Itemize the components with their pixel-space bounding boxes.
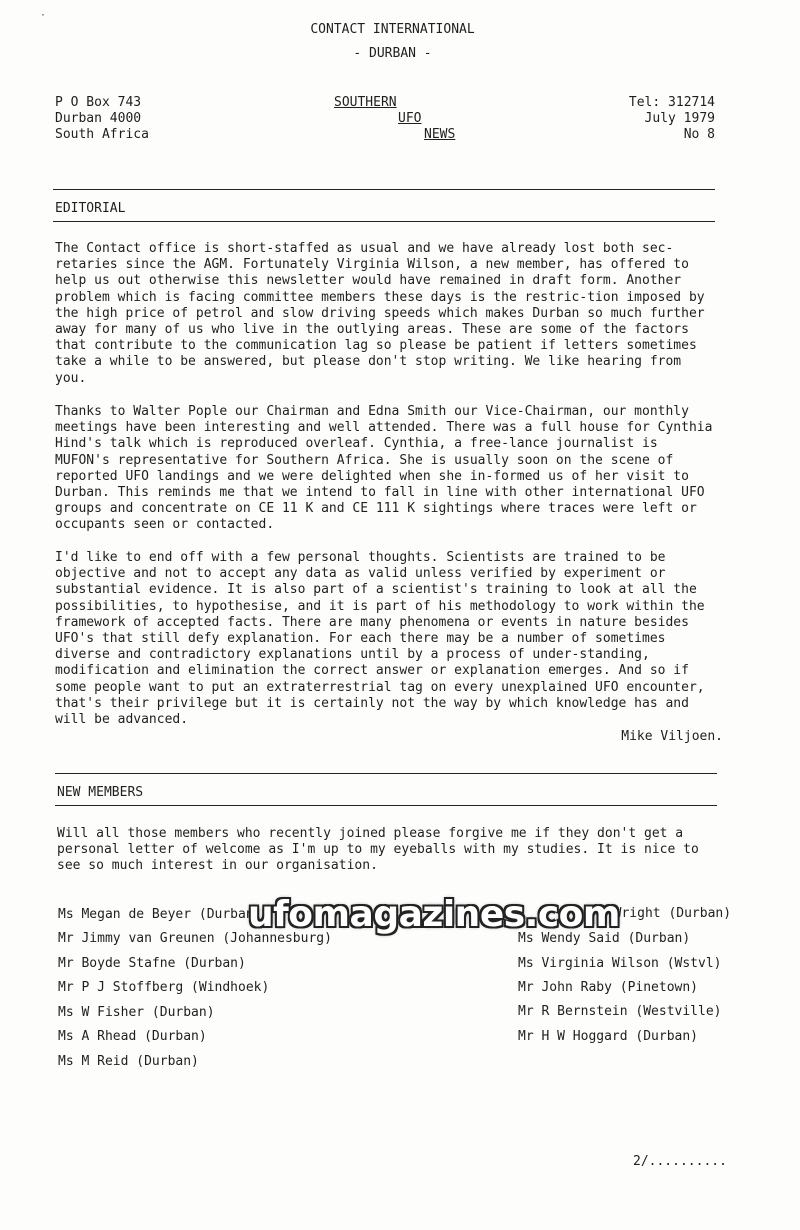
address-line: South Africa bbox=[55, 127, 149, 142]
editorial-paragraph bbox=[55, 241, 715, 387]
paragraph-text: Will all those members who recently joined please forgive me if they don't get a personal letter of welcome as I'm up to my eyeballs with my studies. It is nice to see so much interest in our organisation. bbox=[57, 826, 699, 874]
org-city: - DURBAN - bbox=[353, 46, 432, 61]
member-entry: Ms Megan de Beyer (Durban) bbox=[58, 907, 262, 922]
member-entry: Mr Jimmy van Greunen (Johannesburg) bbox=[58, 931, 332, 946]
masthead-word: UFO bbox=[398, 111, 422, 126]
scan-mark: · bbox=[40, 10, 47, 21]
member-entry: Ms Wendy Said (Durban) bbox=[518, 931, 691, 946]
member-entry: Ms A Rhead (Durban) bbox=[58, 1029, 207, 1044]
editorial-paragraph bbox=[55, 404, 715, 534]
member-entry: Ms Virginia Wilson (Wstvl) bbox=[518, 956, 722, 971]
address-line: Durban 4000 bbox=[55, 111, 142, 126]
editorial-heading: EDITORIAL bbox=[55, 201, 126, 216]
editorial-paragraph bbox=[55, 550, 715, 728]
watermark-logo: ufomagazines.com bbox=[248, 894, 620, 935]
signature: Mike Viljoen. bbox=[621, 729, 723, 744]
issue-info bbox=[560, 95, 715, 143]
masthead-word: SOUTHERN bbox=[334, 95, 397, 110]
member-entry: C Wright (Durban) bbox=[598, 906, 732, 921]
paragraph-text: Thanks to Walter Pople our Chairman and Edna Smith our Vice-Chairman, our monthly meetings have been interesting and well attended. There was a full house for Cynthia Hind's talk which is reproduced overleaf. Cynthia, a free-lance journalist is MUFON's representative for Southern Africa. She is usually soon on the scene of reported UFO landings and we were delighted when she in-formed us of her visit to Durban. This reminds me that we intend to fall in line with other international UFO groups and concentrate on CE 11 K and CE 111 K sightings where traces were left or occupants seen or contacted. bbox=[55, 404, 713, 533]
paragraph-text: I'd like to end off with a few personal thoughts. Scientists are trained to be objective and not to accept any data as valid unless verified by experiment or substantial evidence. It is also part of a scientist's training to look at all the possibilities, to hypothesise, and it is part of his methodology to work within the framework of accepted facts. There are many phenomena or events in nature besides UFO's that still defy explanation. For each there may be a number of sometimes diverse and contradictory explanations until by a process of under-standing, modification and elimination the correct answer or explanation emerges. And so if some people want to put an extraterrestrial tag on every unexplained UFO encounter, that's their privilege but it is certainly not the way by which knowledge has and will be advanced. bbox=[55, 550, 705, 728]
member-entry: Mr R Bernstein (Westville) bbox=[518, 1004, 722, 1019]
member-entry: Ms W Fisher (Durban) bbox=[58, 1005, 215, 1020]
divider bbox=[55, 773, 717, 774]
issue-date: July 1979 bbox=[644, 111, 715, 126]
member-entry: Mr Boyde Stafne (Durban) bbox=[58, 956, 246, 971]
telephone: Tel: 312714 bbox=[628, 95, 715, 110]
member-entry: Mr P J Stoffberg (Windhoek) bbox=[58, 980, 270, 995]
new-members-intro bbox=[57, 826, 717, 875]
divider bbox=[55, 805, 717, 806]
issue-number: No 8 bbox=[683, 127, 715, 142]
divider bbox=[53, 221, 715, 222]
member-entry: Ms M Reid (Durban) bbox=[58, 1054, 199, 1069]
masthead-word: NEWS bbox=[424, 127, 456, 142]
address-line: P O Box 743 bbox=[55, 95, 142, 110]
member-entry: Mr H W Hoggard (Durban) bbox=[518, 1029, 699, 1044]
page-continuation: 2/.......... bbox=[633, 1154, 727, 1169]
divider bbox=[53, 189, 715, 190]
org-name: CONTACT INTERNATIONAL bbox=[310, 22, 475, 37]
new-members-heading: NEW MEMBERS bbox=[57, 785, 144, 800]
address-block bbox=[55, 95, 149, 143]
paragraph-text: The Contact office is short-staffed as usual and we have already lost both sec-retaries since the AGM. Fortunately Virginia Wilson, a new member, has offered to help us out otherwise this newsletter would have remained in draft form. Another problem which is facing committee members these days is the restric-tion imposed by the high price of petrol and slow driving speeds which makes Durban so much further away for many of us who live in the outlying areas. These are some of the factors that contribute to the communication lag so please be patient if letters sometimes take a while to be answered, but please don't stop writing. We like hearing from you. bbox=[55, 241, 705, 386]
member-entry: Mr John Raby (Pinetown) bbox=[518, 980, 699, 995]
masthead bbox=[320, 95, 480, 143]
